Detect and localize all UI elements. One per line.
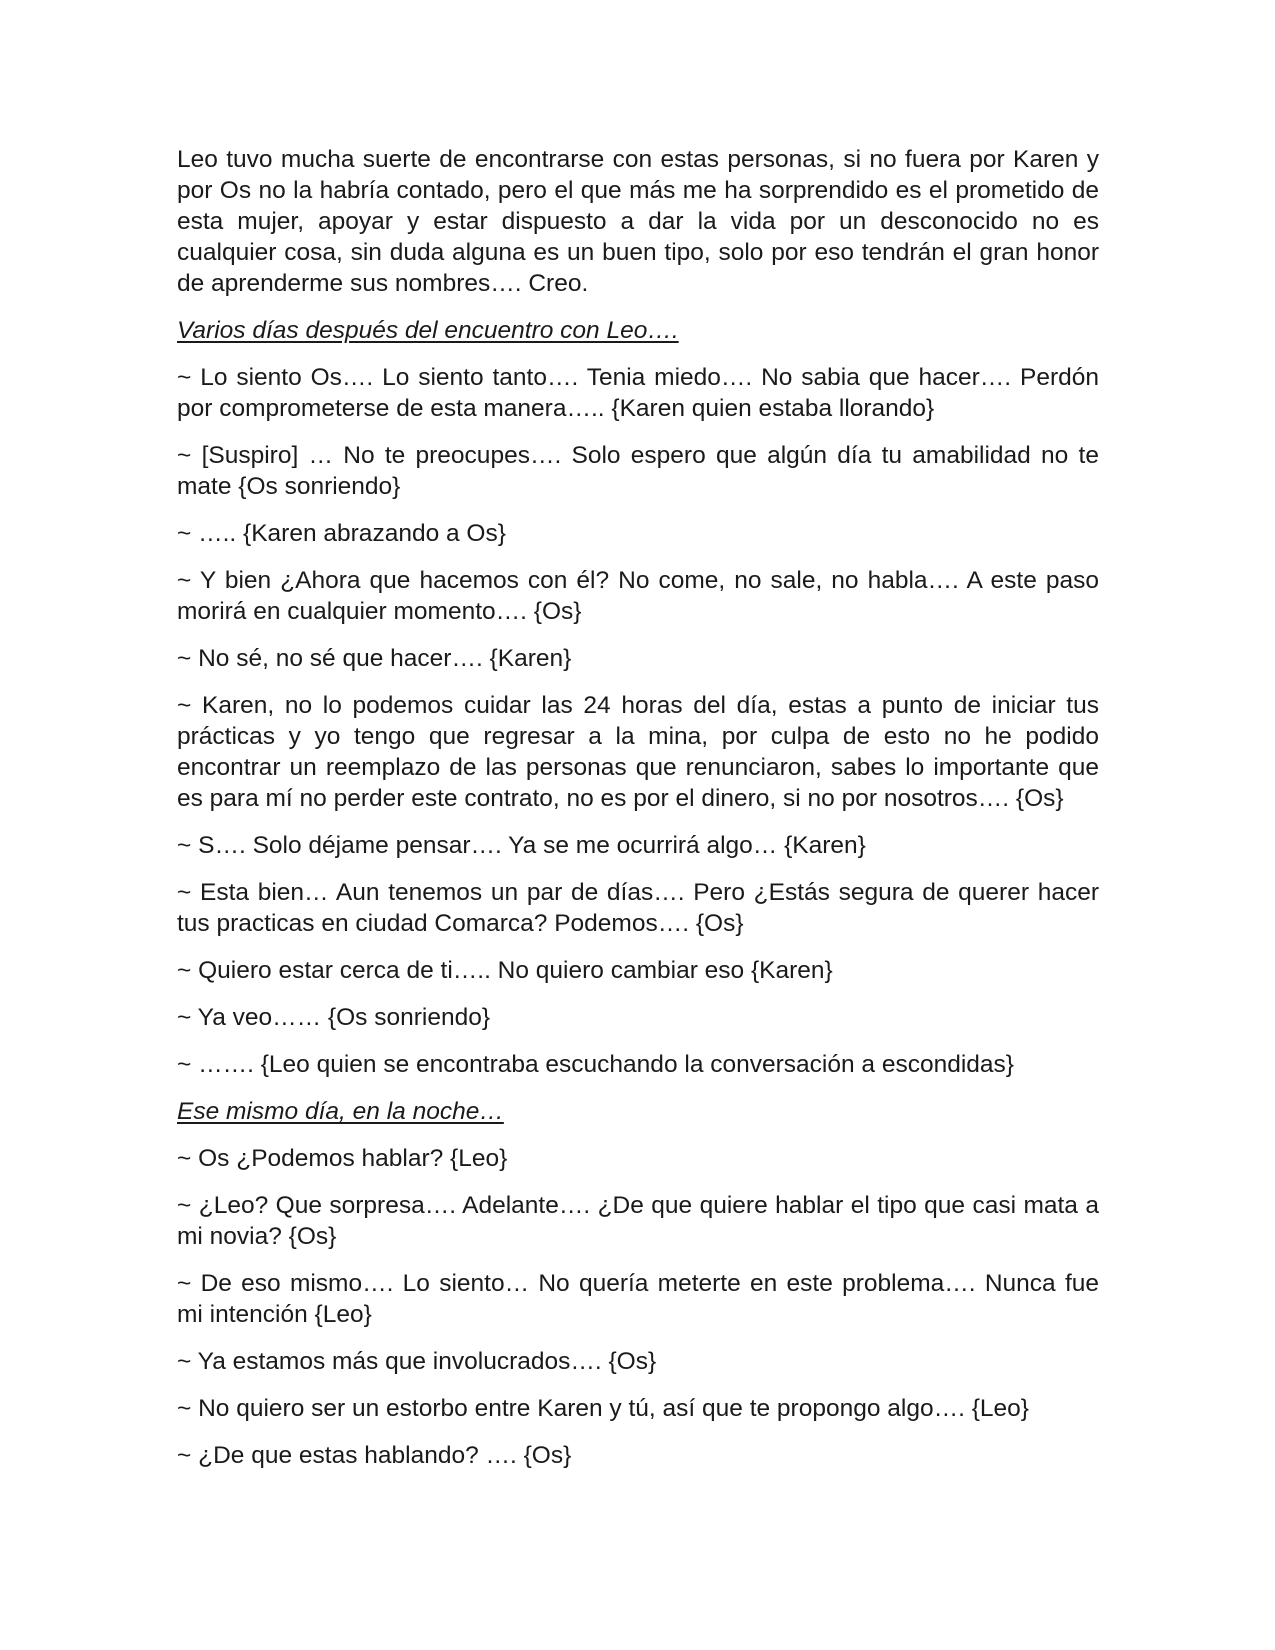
narration-paragraph: Leo tuvo mucha suerte de encontrarse con estas personas, si no fuera por Karen y por Os no la habría contado, pero el que más me ha sorprendido es el prometido de esta mujer, apoyar y estar dispuesto a dar la vida por un desconocido no es cualquier cosa, sin duda alguna es un buen tipo, solo por eso tendrán el gran honor de aprenderme sus nombres…. Creo. <box>177 146 1099 297</box>
dialogue-line: ~ [Suspiro] … No te preocupes…. Solo espero que algún día tu amabilidad no te mate {Os sonriendo} <box>177 442 1099 500</box>
dialogue-line: ~ Os ¿Podemos hablar? {Leo} <box>177 1145 508 1172</box>
scene-heading: Varios días después del encuentro con Leo…. <box>177 317 679 344</box>
scene-heading: Ese mismo día, en la noche… <box>177 1098 504 1125</box>
dialogue-line: ~ Ya estamos más que involucrados…. {Os} <box>177 1348 657 1375</box>
dialogue-line: ~ Ya veo…… {Os sonriendo} <box>177 1004 491 1031</box>
dialogue-line: ~ ……. {Leo quien se encontraba escuchando la conversación a escondidas} <box>177 1051 1014 1078</box>
dialogue-line: ~ Esta bien… Aun tenemos un par de días…. Pero ¿Estás segura de querer hacer tus practicas en ciudad Comarca? Podemos…. {Os} <box>177 879 1099 937</box>
dialogue-line: ~ Lo siento Os…. Lo siento tanto…. Tenia miedo…. No sabia que hacer…. Perdón por comprometerse de esta manera….. {Karen quien estaba llorando} <box>177 364 1099 422</box>
dialogue-line: ~ No sé, no sé que hacer…. {Karen} <box>177 645 572 672</box>
dialogue-line: ~ No quiero ser un estorbo entre Karen y tú, así que te propongo algo…. {Leo} <box>177 1395 1029 1422</box>
dialogue-line: ~ Karen, no lo podemos cuidar las 24 horas del día, estas a punto de iniciar tus prácticas y yo tengo que regresar a la mina, por culpa de esto no he podido encontrar un reemplazo de las personas que renunciaron, sabes lo importante que es para mí no perder este contrato, no es por el dinero, si no por nosotros…. {Os} <box>177 692 1099 812</box>
dialogue-line: ~ Quiero estar cerca de ti….. No quiero cambiar eso {Karen} <box>177 957 833 984</box>
dialogue-line: ~ De eso mismo…. Lo siento… No quería meterte en este problema…. Nunca fue mi intención {Leo} <box>177 1270 1099 1328</box>
dialogue-line: ~ ¿Leo? Que sorpresa…. Adelante…. ¿De que quiere hablar el tipo que casi mata a mi novia? {Os} <box>177 1192 1099 1250</box>
document-page <box>177 144 1099 1487</box>
dialogue-line: ~ ¿De que estas hablando? …. {Os} <box>177 1442 572 1469</box>
dialogue-line: ~ S…. Solo déjame pensar…. Ya se me ocurrirá algo… {Karen} <box>177 832 866 859</box>
dialogue-line: ~ ….. {Karen abrazando a Os} <box>177 520 506 547</box>
dialogue-line: ~ Y bien ¿Ahora que hacemos con él? No come, no sale, no habla…. A este paso morirá en cualquier momento…. {Os} <box>177 567 1099 625</box>
